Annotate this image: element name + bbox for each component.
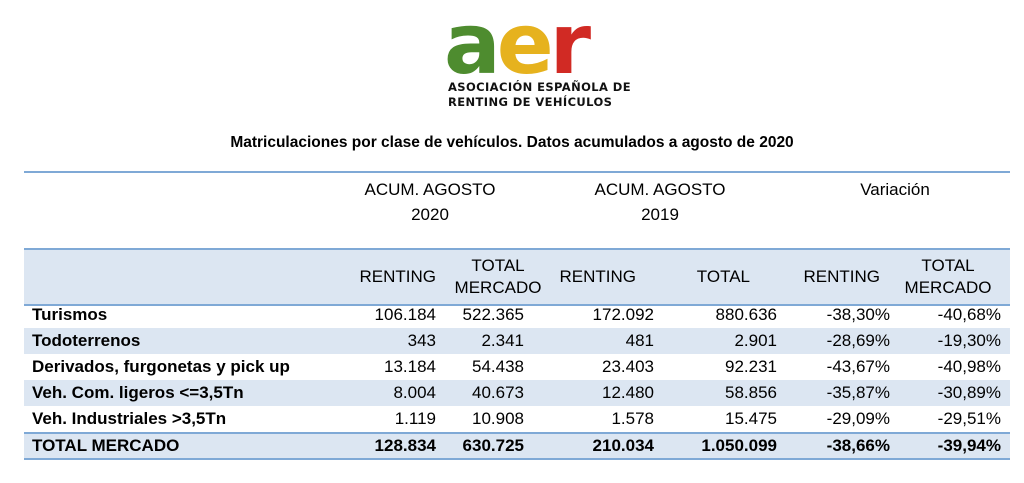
cell-var-renting: -43,67%	[826, 357, 890, 376]
table-row-turismos	[24, 302, 1010, 328]
cell-total-2019: 880.636	[715, 305, 777, 324]
cell-var-total: -29,51%	[937, 409, 1001, 428]
column-header-band	[24, 248, 1010, 306]
cell-renting-2019: 23.403	[602, 357, 654, 376]
group-header-variation-label: Variación	[860, 180, 930, 199]
table-row-derivados	[24, 354, 1010, 380]
cell-var-total: -30,89%	[937, 383, 1001, 402]
group-header-2020	[340, 177, 520, 227]
cell-var-total: -39,94%	[937, 436, 1001, 455]
cell-renting-2020: 106.184	[374, 305, 436, 324]
cell-renting-2020: 343	[407, 331, 436, 350]
group-header-2020-line2: 2020	[411, 205, 449, 224]
cell-renting-2020: 13.184	[384, 357, 436, 376]
col-header-total-mercado-variation-line1: TOTAL	[921, 256, 975, 275]
logo-letter-a: a	[444, 0, 497, 93]
cell-total-2019: 2.901	[734, 331, 777, 350]
cell-var-total: -40,98%	[937, 357, 1001, 376]
cell-var-total: -40,68%	[937, 305, 1001, 324]
row-label: Veh. Industriales >3,5Tn	[32, 409, 227, 428]
cell-renting-2019: 210.034	[592, 436, 654, 455]
cell-total-2020: 630.725	[462, 436, 524, 455]
cell-total-2019: 1.050.099	[701, 436, 777, 455]
cell-var-renting: -29,09%	[826, 409, 890, 428]
cell-total-2019: 58.856	[725, 383, 777, 402]
cell-renting-2020: 8.004	[393, 383, 436, 402]
cell-total-2020: 522.365	[462, 305, 524, 324]
col-header-total-mercado-2020-line2: MERCADO	[454, 278, 542, 297]
cell-total-2020: 40.673	[472, 383, 524, 402]
cell-var-total: -19,30%	[937, 331, 1001, 350]
top-rule	[24, 171, 1010, 173]
cell-renting-2020: 1.119	[394, 409, 436, 428]
cell-var-renting: -28,69%	[826, 331, 890, 350]
group-header-variation	[810, 177, 980, 202]
col-header-renting-variation: RENTING	[803, 267, 880, 286]
col-header-total-mercado-variation	[888, 255, 1008, 299]
cell-renting-2019: 12.480	[602, 383, 654, 402]
cell-renting-2019: 1.578	[611, 409, 654, 428]
cell-renting-2019: 481	[625, 331, 654, 350]
cell-renting-2020: 128.834	[374, 436, 436, 455]
cell-total-2019: 15.475	[725, 409, 777, 428]
cell-var-renting: -35,87%	[826, 383, 890, 402]
aer-logo	[444, 0, 631, 109]
row-label: Todoterrenos	[32, 331, 141, 350]
group-header-2019	[570, 177, 750, 227]
col-header-renting-2019: RENTING	[559, 267, 636, 286]
cell-total-2020: 54.438	[472, 357, 524, 376]
logo-subtitle-line1: ASOCIACIÓN ESPAÑOLA DE	[448, 80, 631, 94]
col-header-total-2019: TOTAL	[696, 267, 750, 286]
group-header-2019-line1: ACUM. AGOSTO	[594, 180, 726, 199]
group-header-2020-line1: ACUM. AGOSTO	[364, 180, 496, 199]
logo-subtitle-line2: RENTING DE VEHÍCULOS	[448, 95, 613, 109]
table-row-todoterrenos	[24, 328, 1010, 354]
row-label: Derivados, furgonetas y pick up	[32, 357, 290, 376]
group-header-2019-line2: 2019	[641, 205, 679, 224]
row-label: Turismos	[32, 305, 108, 324]
cell-total-2020: 10.908	[472, 409, 524, 428]
cell-total-2019: 92.231	[725, 357, 777, 376]
col-header-total-mercado-variation-line2: MERCADO	[904, 278, 992, 297]
logo-letter-e: e	[496, 0, 550, 93]
table-title: Matriculaciones por clase de vehículos. Datos acumulados a agosto de 2020	[230, 134, 794, 151]
row-label: Veh. Com. ligeros <=3,5Tn	[32, 383, 244, 402]
total-row-label: TOTAL MERCADO	[32, 436, 180, 455]
cell-var-renting: -38,30%	[826, 305, 890, 324]
table-row-total-mercado	[24, 432, 1010, 460]
table-row-ligeros	[24, 380, 1010, 406]
cell-total-2020: 2.341	[481, 331, 524, 350]
table-row-industriales	[24, 406, 1010, 432]
cell-var-renting: -38,66%	[826, 436, 890, 455]
logo-letter-r: r	[549, 0, 588, 93]
col-header-total-mercado-2020-line1: TOTAL	[471, 256, 525, 275]
col-header-renting-2020: RENTING	[359, 267, 436, 286]
cell-renting-2019: 172.092	[592, 305, 654, 324]
